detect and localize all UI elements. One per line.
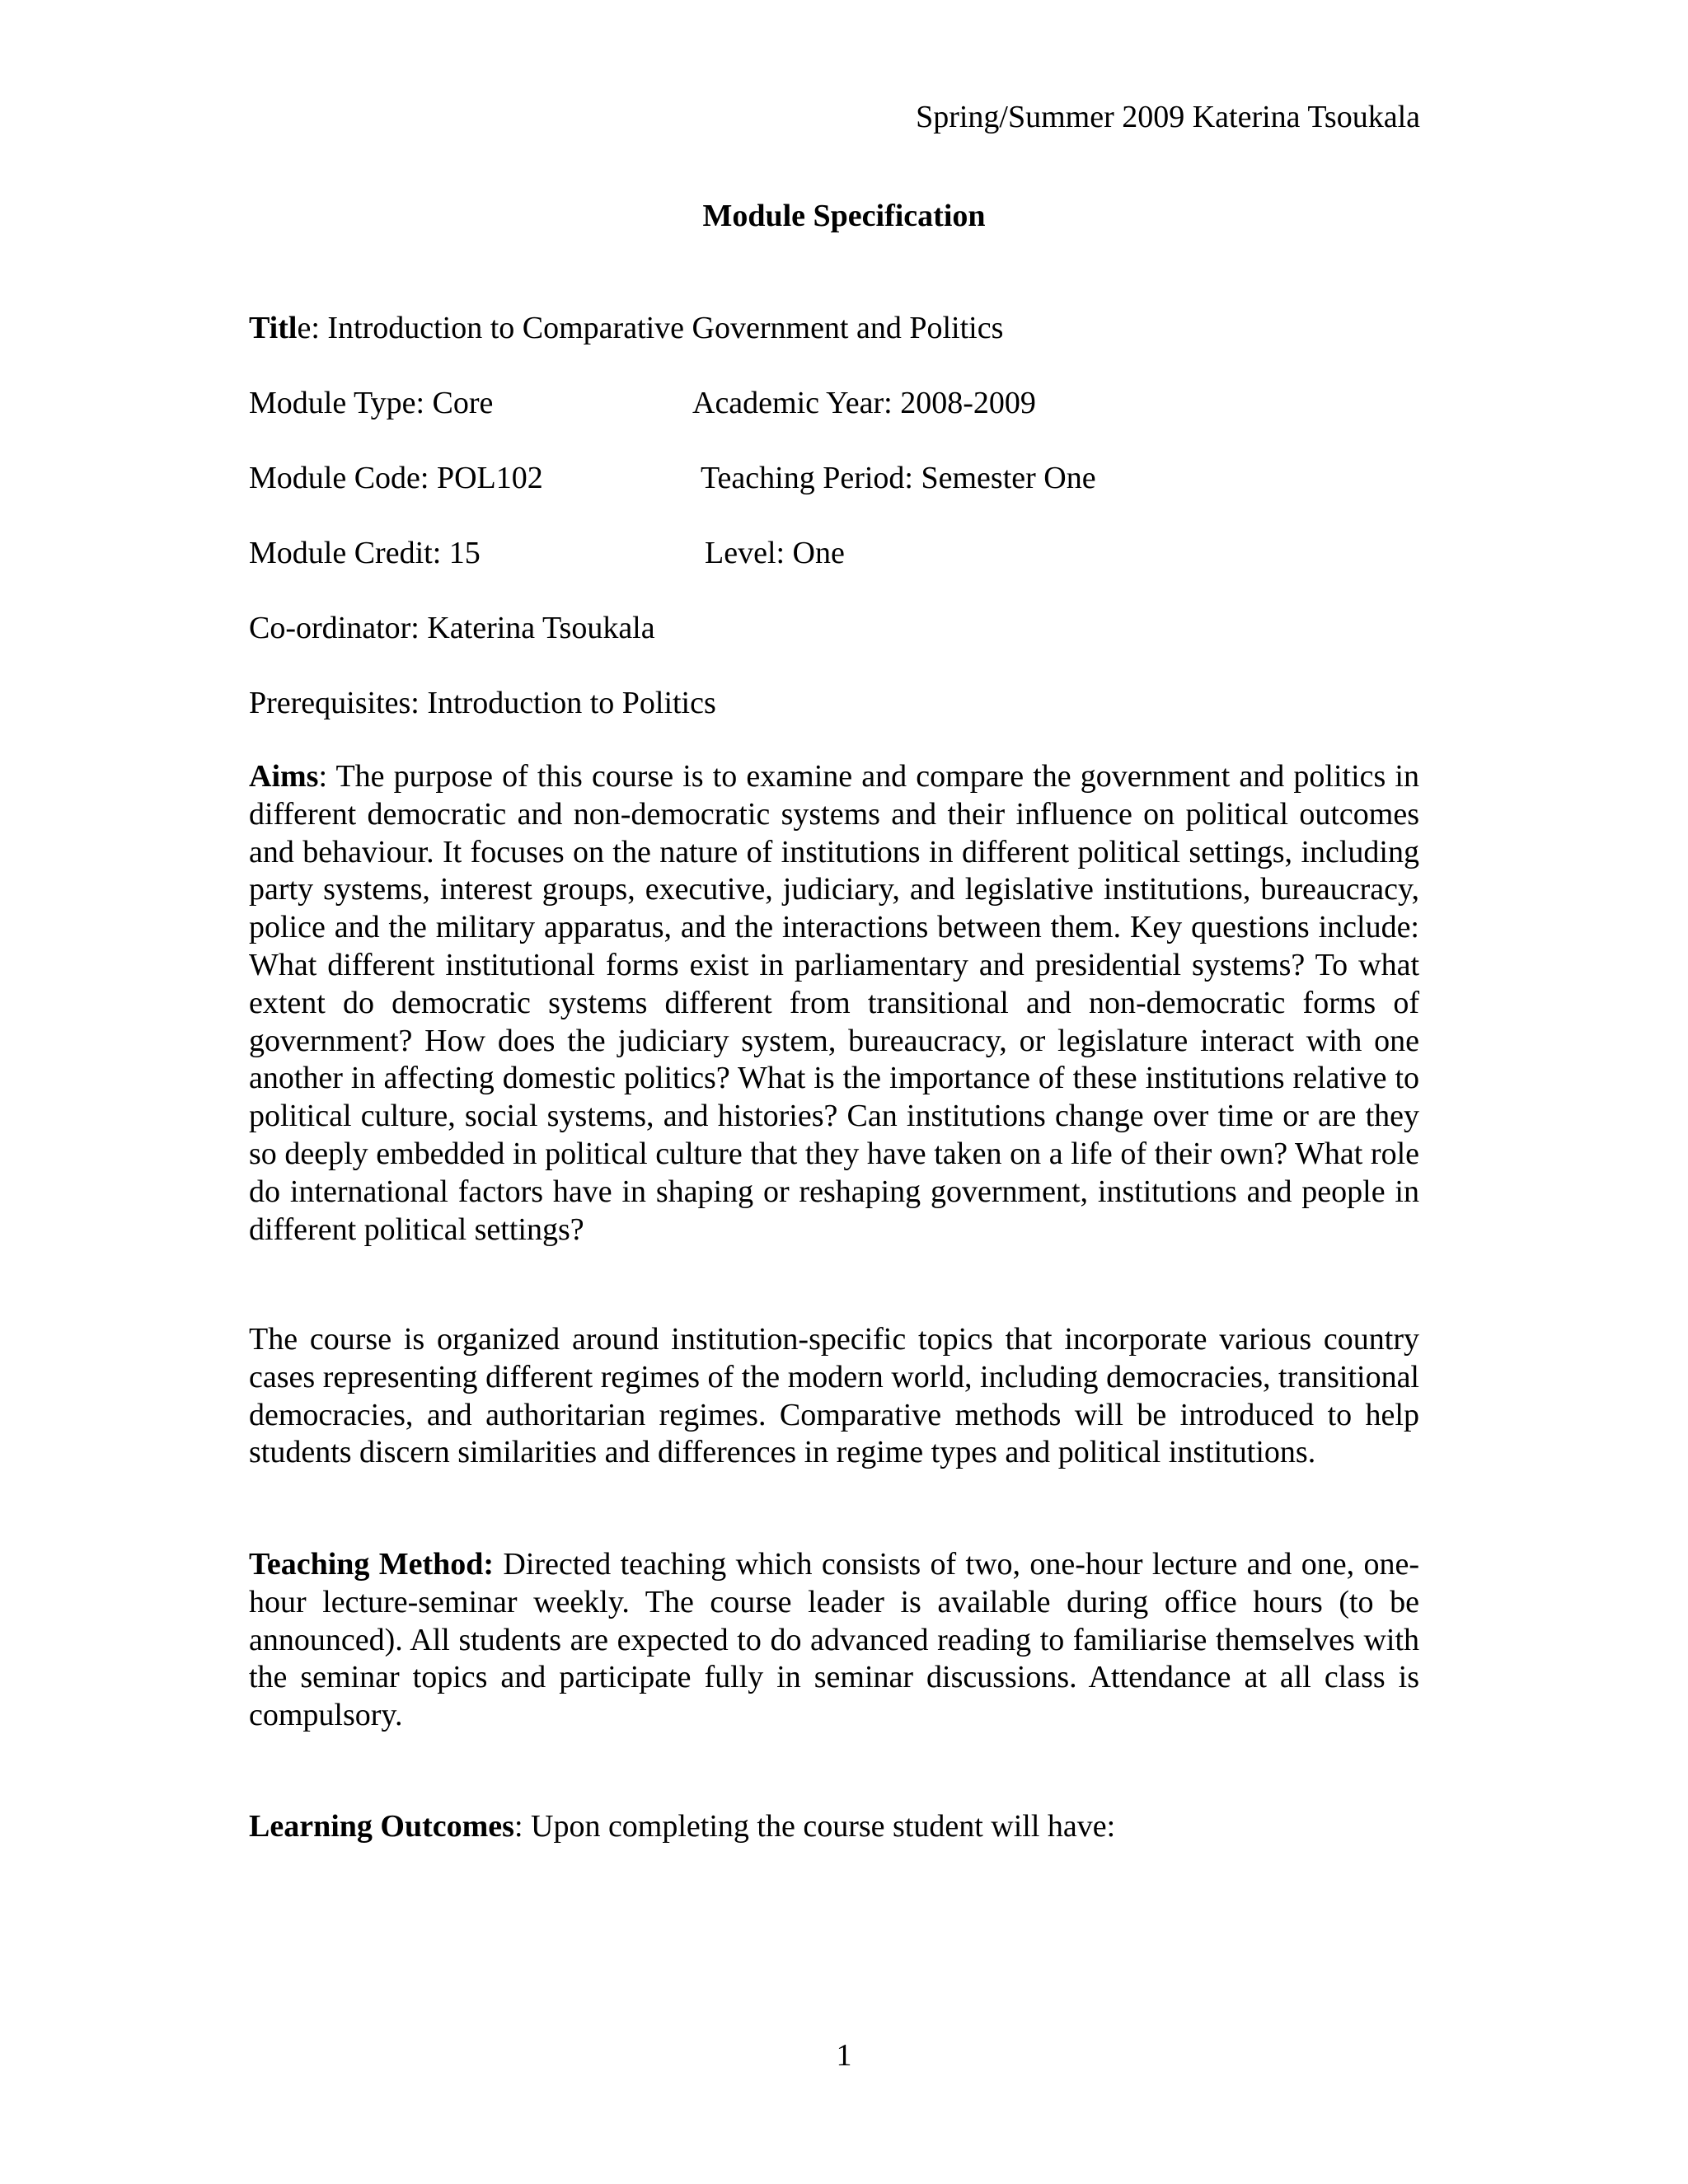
running-head: Spring/Summer 2009 Katerina Tsoukala (916, 100, 1420, 134)
aims-label: Aims (249, 759, 319, 794)
learning-outcomes-text: : Upon completing the course student will have: (513, 1809, 1116, 1844)
organization-text: The course is organized around institution-specific topics that incorporate various country cases representing different regimes of the modern world, including democracies, transitional democracies, and authoritarian regimes. Comparative methods will be introduced to help students discern similarities and differences in regime types and political institutions. (249, 1322, 1419, 1470)
title-value: : Introduction to Comparative Government and Politics (311, 311, 1004, 345)
organization-paragraph (249, 1321, 1419, 1472)
title-label-bold: Titl (249, 311, 298, 345)
document-heading: Module Specification (702, 199, 986, 233)
academic-year: Academic Year: 2008-2009 (692, 386, 1036, 420)
learning-outcomes-paragraph (249, 1808, 1419, 1846)
prerequisites: Prerequisites: Introduction to Politics (249, 686, 716, 720)
module-credit: Module Credit: 15 (249, 536, 481, 570)
page-number: 1 (836, 2038, 852, 2073)
module-code: Module Code: POL102 (249, 461, 543, 495)
aims-paragraph (249, 758, 1419, 1249)
teaching-method-label: Teaching Method: (249, 1547, 495, 1582)
coordinator: Co-ordinator: Katerina Tsoukala (249, 611, 655, 645)
aims-text: : The purpose of this course is to examine and compare the government and politics in different democratic and non-democratic systems and their influence on political outcomes and behaviour. It focuses on the nature of institutions in different political settings, including party systems, interest groups, executive, judiciary, and legislative institutions, bureaucracy, police and the military apparatus, and the interactions between them. Key questions include: What different institutional forms exist in parliamentary and presidential systems? To what extent do democratic systems different from transitional and non-democratic forms of government? How does the judiciary system, bureaucracy, or legislature interact with one another in affecting domestic politics? What is the importance of these institutions relative to political culture, social systems, and histories? Can institutions change over time or are they so deeply embedded in political culture that they have taken on a life of their own? What role do international factors have in shaping or reshaping government, institutions and people in different political settings? (249, 759, 1419, 1247)
teaching-period: Teaching Period: Semester One (701, 461, 1096, 495)
learning-outcomes-label: Learning Outcomes (249, 1809, 514, 1844)
module-type: Module Type: Core (249, 386, 494, 420)
teaching-method-text: Directed teaching which consists of two, one-hour lecture and one, one-hour lecture-seminar weekly. The course leader is available during office hours (to be announced). All students are expected to do advanced reading to familiarise themselves with the seminar topics and participate fully in seminar discussions. Attendance at all class is compulsory. (249, 1547, 1420, 1733)
level: Level: One (705, 536, 845, 570)
title-line (249, 308, 1003, 348)
title-label-rest: e (297, 311, 312, 345)
teaching-method-paragraph (249, 1546, 1419, 1735)
